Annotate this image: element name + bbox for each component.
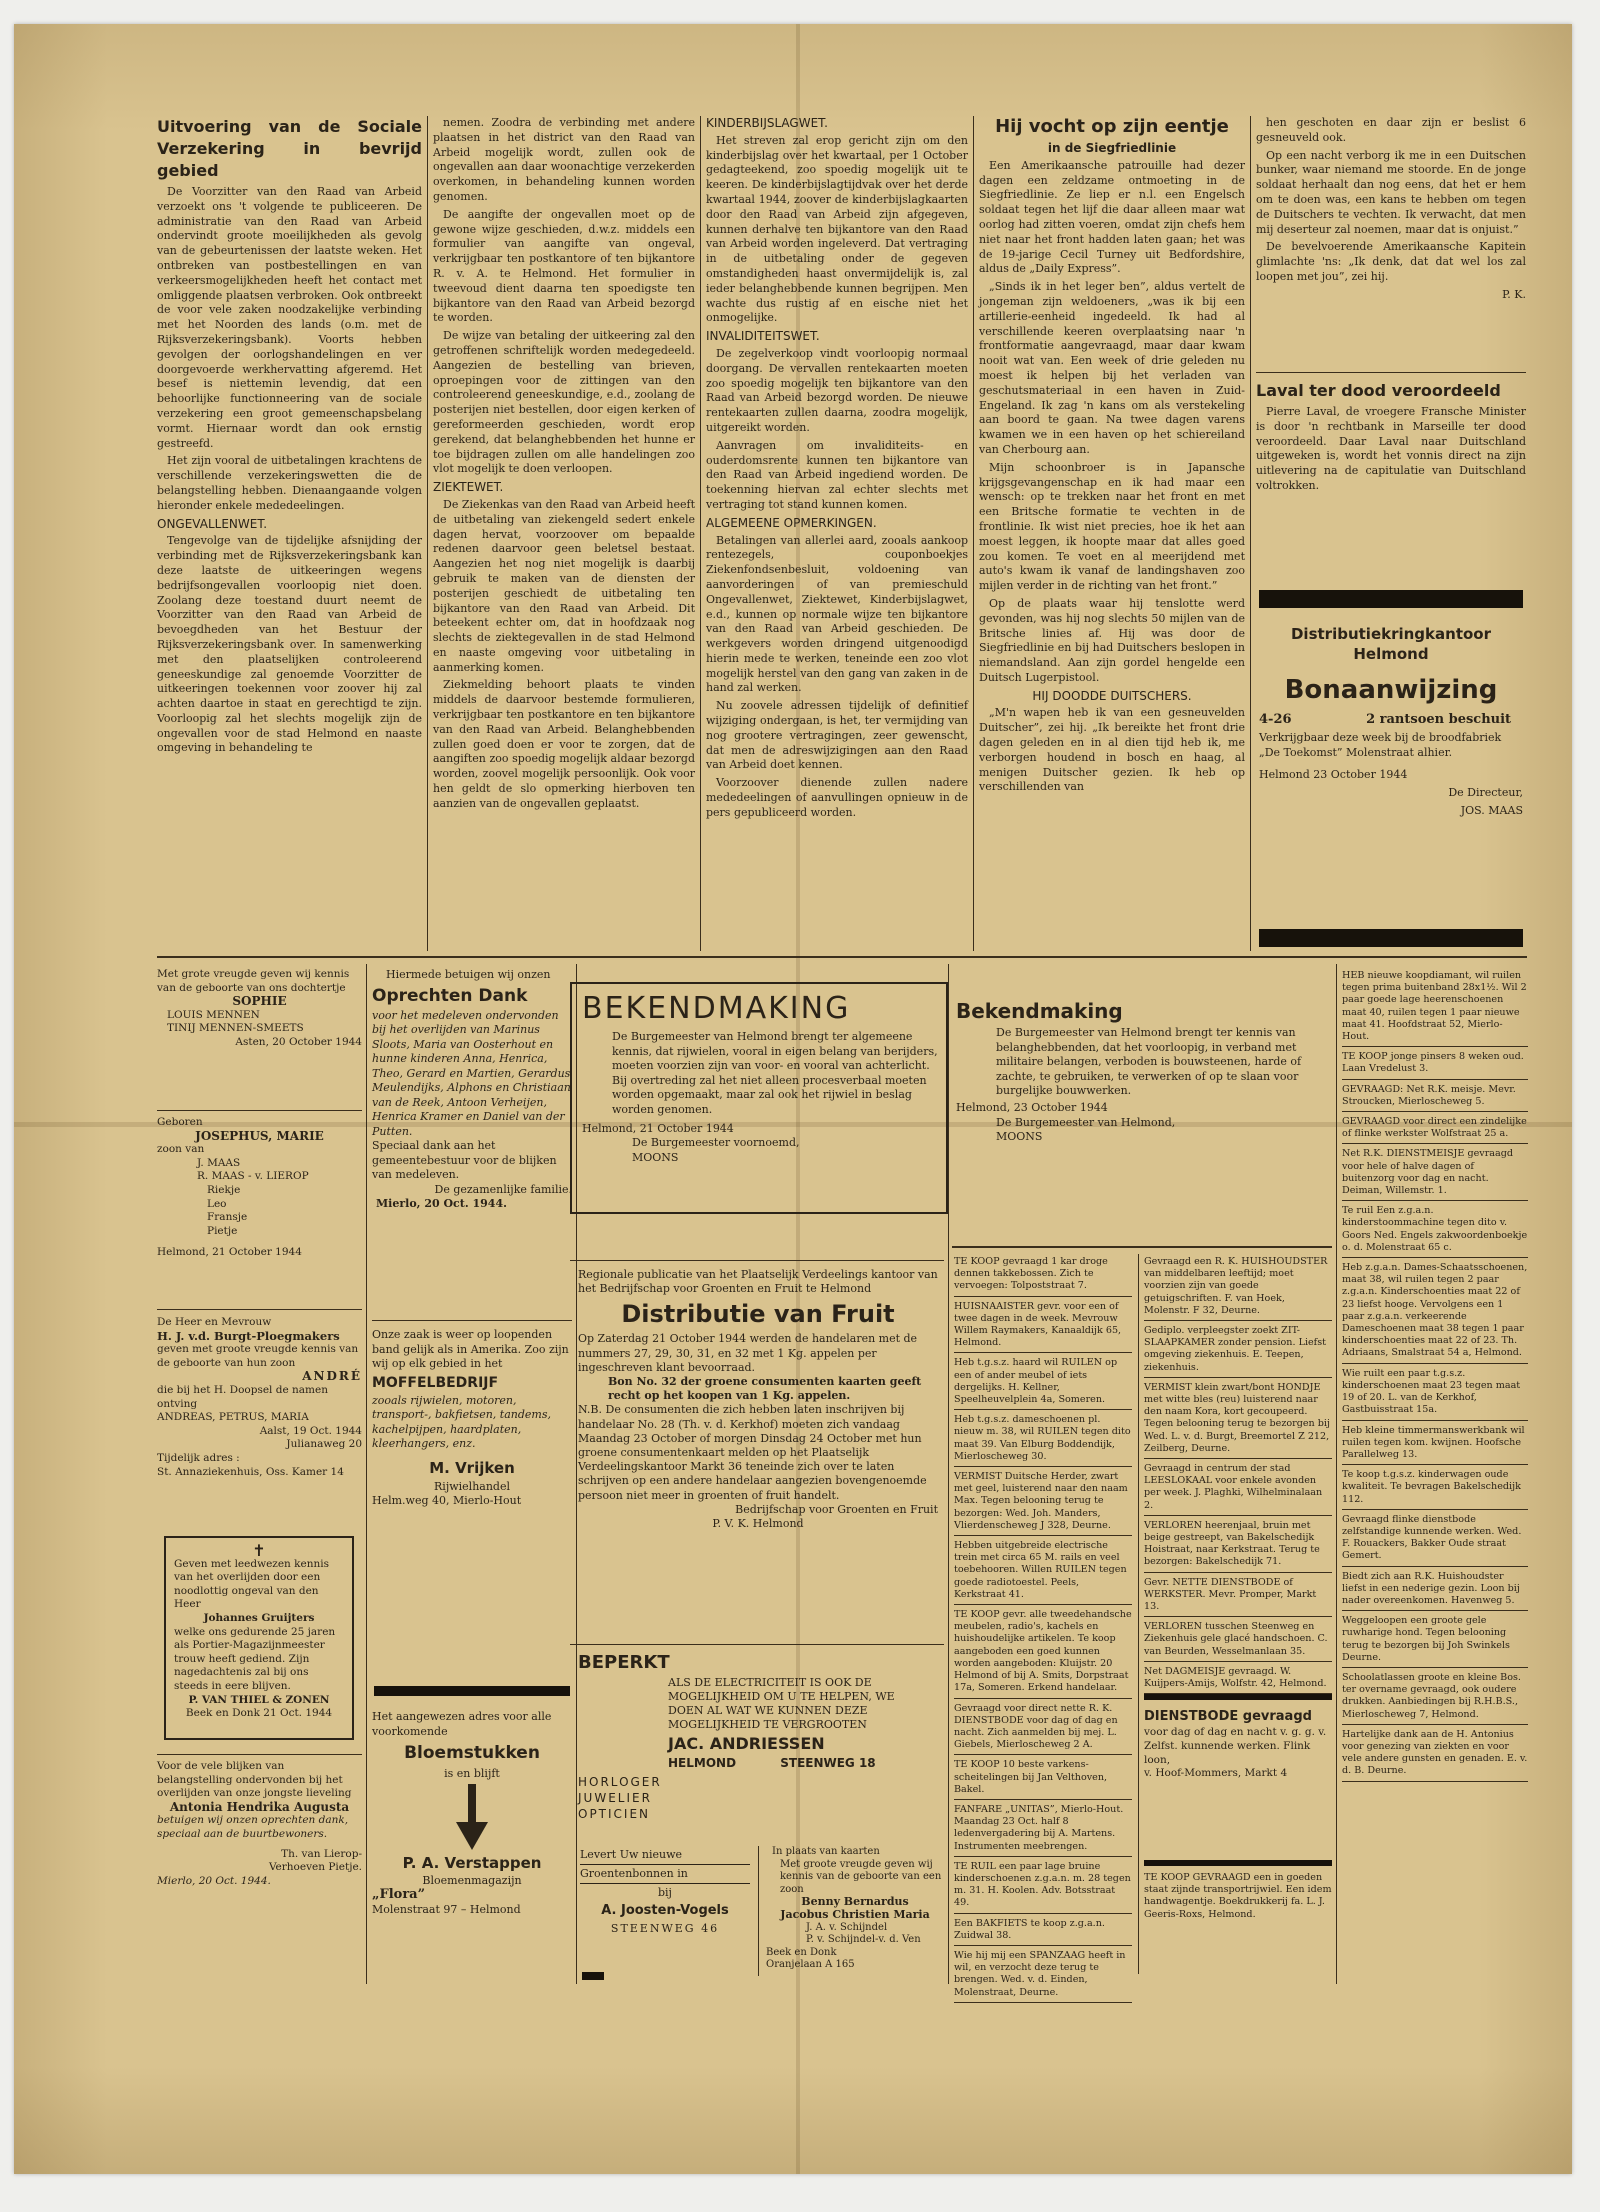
section-heading: INVALIDITEITSWET. xyxy=(706,329,820,344)
classified-ad: TE KOOP jonge pinsers 8 weken oud. Laan Vredelust 3. xyxy=(1342,1049,1528,1079)
ad-title: Distributie van Fruit xyxy=(621,1300,895,1329)
article-laval xyxy=(1256,380,1526,570)
ad-address: v. Hoof-Mommers, Markt 4 xyxy=(1144,1767,1288,1780)
section-divider xyxy=(157,956,1527,958)
article-title: Hij vocht op zijn eentje xyxy=(995,116,1229,137)
section-heading: KINDERBIJSLAGWET. xyxy=(706,116,828,130)
ad-firm: JAC. ANDRIESSEN xyxy=(668,1734,825,1753)
ad-line: bij xyxy=(658,1886,672,1899)
ad-title: Bloemstukken xyxy=(404,1743,540,1763)
classified-ad: Gevraagd in centrum der stad LEESLOKAAL voor enkele avonden per week. J. Plaghki, Wilhelminalaan 2. xyxy=(1144,1461,1332,1516)
ad-address xyxy=(578,1756,938,1770)
notice-place: Helmond, 21 October 1944 xyxy=(157,1246,302,1259)
divider xyxy=(372,1320,572,1321)
ad-title: Distributiekringkantoor Helmond xyxy=(1290,625,1492,663)
ad-firm: P. A. Verstappen xyxy=(402,1853,542,1872)
article-sociale-verzekering xyxy=(157,116,422,951)
notice-sign: Th. van Lierop- xyxy=(281,1847,362,1860)
black-bar xyxy=(1259,590,1523,608)
ad-highlight: Bon No. 32 der groene consumenten kaarten geeft recht op het koopen van 1 Kg. appelen. xyxy=(608,1375,922,1403)
classified-ad: Net R.K. DIENSTMEISJE gevraagd voor hele of halve dagen of buitenzorg voor dag en nacht. Deiman, Willemstr. 1. xyxy=(1342,1146,1528,1201)
notice-text: Met grote vreugde geven wij kennis van de geboorte van ons dochtertje xyxy=(157,968,350,994)
classified-ad: VERMIST Duitsche Herder, zwart met geel, luisterend naar den naam Max. Tegen belooning terug te bezorgen: Wed. Joh. Manders, Vlierdenscheweg J 328, Deurne. xyxy=(954,1469,1132,1536)
classified-ad: Gevraagd een R. K. HUISHOUDSTER van middelbaren leeftijd; moet voorzien zijn van goede getuigschriften. F. van Hoek, Molenstr. F 32, Deurne. xyxy=(1144,1254,1332,1321)
notice-parent: R. MAAS - v. LIEROP xyxy=(197,1170,309,1183)
ad-title: BEPERKT xyxy=(578,1652,670,1673)
ad-date: Helmond 23 October 1944 xyxy=(1259,768,1408,782)
ad-text: N.B. De consumenten die zich hebben laten inschrijven bij handelaar No. 28 (Th. v. d. Kerkhof) moeten zich vandaag Maandag 23 October of morgen Dinsdag 24 October met hun groene consumentenkaart melden op het Plaatselijk Verdeelingskantoor Markt 36 teneinde zich over te laten schrijven op een andere handelaar aangezien bovengenoemde persoon niet meer in groenten of fruit handelt. xyxy=(578,1403,927,1502)
newspaper-page xyxy=(14,24,1572,2174)
section-heading: ZIEKTEWET. xyxy=(433,480,504,495)
birth-notice-andre xyxy=(157,1316,362,1511)
notice-place: Helmond, 23 October 1944 xyxy=(956,1100,1108,1114)
classified-column-c xyxy=(1342,968,1528,1978)
ad-city: HELMOND xyxy=(668,1756,737,1770)
column-rule xyxy=(948,964,949,1984)
ad-line: Levert Uw nieuwe xyxy=(580,1846,750,1865)
signature: P. K. xyxy=(1502,287,1526,301)
notice-text: geven met groote vreugde kennis van de geboorte van hun zoon xyxy=(157,1343,359,1369)
classified-ad: HUISNAAISTER gevr. voor een of twee dagen in de week. Mevrouw Willem Raymakers, Kanaaldijk 65, Helmond. xyxy=(954,1299,1132,1354)
thanks-notice-oprechten xyxy=(372,968,572,1313)
notice-place: Asten, 20 October 1944 xyxy=(235,1035,362,1048)
notice-text: De Burgemeester van Helmond brengt ter algemeene kennis, dat rijwielen, vooral in eigen belang van berijders, moeten voorzien zijn van voor- en vooral van achterlicht. xyxy=(612,1030,938,1073)
notice-parent: P. v. Schijndel-v. d. Ven xyxy=(806,1934,921,1946)
column-rule xyxy=(1336,964,1337,1984)
notice-text: Voor de vele blijken van belangstelling ondervonden bij het overlijden van onze jongste lieveling xyxy=(157,1760,352,1800)
classified-ad: Te ruil Een z.g.a.n. kinderstoommachine tegen dito v. Goors Ned. Engels zakwoordenboekje o. d. Molenstraat 65 c. xyxy=(1342,1203,1528,1258)
notice-title: Bekendmaking xyxy=(956,999,1123,1023)
classified-ad: VERMIST klein zwart/bont HONDJE met witte bles (reu) luisterend naar den naam Kora, kort gecoupeerd. Tegen belooning terug te bezorgen bij Wed. L. v. d. Burgt, Breemortel Z 212, Zeilberg, Deurne. xyxy=(1144,1380,1332,1459)
black-bar xyxy=(1144,1694,1332,1700)
notice-parent: J. A. v. Schijndel xyxy=(806,1921,888,1933)
notice-title: BEKENDMAKING xyxy=(582,991,851,1026)
paragraph: De Voorzitter van den Raad van Arbeid verzoekt ons 't volgende te publiceeren. De administratie van den Raad van Arbeid ondervindt groote moeilijkheden als gevolg van de gebeurtenissen der laatste weken. Het ontbreken van postbestellingen en van verkeersmogelijkheden heeft het contact met omliggende plaatsen verbroken. Ook ontbreekt de voor vele zaken noodzakelijke verbinding met het Noorden des lands (o.m. met de Rijksverzekeringsbank). Voorts hebben gevolgen der oorlogshandelingen en ver doorgevoerde werkhervatting afgeremd. Het besef is niettemin levendig, dat een behoorlijke functionneering van de sociale verzekering een groot gemeenschapsbelang vormt. Hiernaar wordt dan ook ernstig gestreefd. xyxy=(157,185,422,450)
notice-sibling: Fransje xyxy=(207,1211,248,1224)
notice-place: Helmond, 21 October 1944 xyxy=(582,1121,734,1135)
notice-name: Benny Bernardus xyxy=(801,1895,909,1909)
notice-text: De Burgemeester van Helmond brengt ter kennis van belanghebbenden, dat het voorloopig, in verband met militaire belangen, verboden is bouwsteenen, harde of zachte, te gebruiken, te verwerken of op te slaan voor burgelijke bouwwerken. xyxy=(996,1026,1302,1098)
paragraph: De wijze van betaling der uitkeering zal den getroffenen schriftelijk worden medegedeeld. Aangezien de bestelling van brieven, oproepingen voor de zittingen van den controleerend geneeskundige, e.d., zoolang de posterijen niet bestellen, door eigen kerken of gereformeerden geschieden, wordt erop gerekend, dat belanghebbenden het hunne er toe bijdragen zullen om alle handelingen zoo vlot mogelijk te doen verloopen. xyxy=(433,329,695,476)
classified-ad: Gevraagd voor direct nette R. K. DIENSTBODE voor dag of dag en nacht. Zich aanmelden bij mej. L. Giebels, Mierloscheweg 2 A. xyxy=(954,1701,1132,1756)
bekendmaking-rijwielen xyxy=(582,988,938,1208)
ad-groentenbonnen xyxy=(580,1846,750,1966)
classified-column-a xyxy=(954,1254,1132,1998)
notice-firm: P. VAN THIEL & ZONEN xyxy=(188,1693,330,1706)
notice-place: Oranjelaan A 165 xyxy=(766,1959,855,1971)
classified-ad: Net DAGMEISJE gevraagd. W. Kuijpers-Amijs, Wolfstr. 42, Helmond. xyxy=(1144,1664,1332,1694)
notice-sign: MOONS xyxy=(996,1130,1043,1144)
ad-text: Verkrijgbaar deze week bij de broodfabriek „De Toekomst” Molenstraat alhier. xyxy=(1259,730,1502,759)
classified-ad: GEVRAAGD: Net R.K. meisje. Mevr. Stroucken, Mierloscheweg 5. xyxy=(1342,1082,1528,1112)
paragraph: Op een nacht verborg ik me in een Duitschen bunker, waar niemand me stoorde. En de jonge soldaat herhaalt dan nog eens, dat het er hem om te doen was, een kans te hebben om tegen de Duitschers te vechten. Ik verwacht, dat men mij deserteur zal noemen, maar dat is onjuist.” xyxy=(1256,148,1526,236)
notice-name: Antonia Hendrika Augusta xyxy=(169,1799,350,1814)
classified-koop-gevraagd xyxy=(1144,1872,1332,1974)
notice-text: Speciaal dank aan het gemeentebestuur voor de blijken van medeleven. xyxy=(372,1139,557,1181)
ad-moffelbedrijf xyxy=(372,1328,572,1578)
notice-street: Julianaweg 20 xyxy=(286,1438,362,1451)
notice-sign: Verhoeven Pietje. xyxy=(268,1861,362,1874)
paragraph: De bevelvoerende Amerikaansche Kapitein glimlachte 'ns: „Ik denk, dat dat wel los zal loopen met jou”, zei hij. xyxy=(1256,240,1526,283)
ad-trade: HORLOGER JUWELIER OPTICIEN xyxy=(578,1775,662,1821)
divider xyxy=(952,1246,1332,1248)
classified-ad: Heb t.g.s.z. dameschoenen pl. nieuw m. 38, wil RUILEN tegen dito maat 39. Van Elburg Boddendijk, Mierloscheweg 30. xyxy=(954,1412,1132,1467)
notice-sibling: Pietje xyxy=(207,1224,238,1237)
paragraph: Mijn schoonbroer is in Japansche krijgsgevangenschap en ik had maar een wensch: op te trekken naar het front en met een Britsche formatie te vechten in de frontlinie. Ik wist niet precies, hoe ik het aan moest leggen, ik hoopte maar dat alles goed zou komen. Te voet en al meerijdend met auto's kwam ik vanaf de landingshaven zoo mijlen verder in de richting van het front.” xyxy=(979,460,1245,593)
paragraph: „Sinds ik in het leger ben”, aldus vertelt de jongeman zijn weldoeners, „was ik bij een artillerie-eenheid ingedeeld. Ik had al verschillende keeren overplaatsing naar 'n frontformatie aangevraagd, maar daar kwam nooit wat van. Een week of drie geleden nu moest ik helpen bij het verladen van geschutsmateriaal in een haven in Zuid-Engeland. Ik zag 'n kans om als verstekeling aan boord te gaan. Na twee dagen varens kwamen we in een haven op het schiereiland van Cherbourg aan. xyxy=(979,280,1245,456)
ad-text: is en blijft xyxy=(444,1767,500,1780)
ad-sign: P. V. K. Helmond xyxy=(712,1517,804,1531)
ad-intro: Regionale publicatie van het Plaatselijk Verdeelings kantoor van het Bedrijfschap voor Groenten en Fruit te Helmond xyxy=(578,1268,938,1296)
classified-ad: Gevraagd flinke dienstbode zelfstandige kunnende werken. Wed. F. Rouackers, Bakker Oude straat Gemert. xyxy=(1342,1512,1528,1567)
classified-ad: Heb kleine timmermanswerkbank wil ruilen tegen kom. kwijnen. Hoofsche Parallelweg 13. xyxy=(1342,1423,1528,1466)
notice-text: betuigen wij onzen oprechten dank, speciaal aan de buurtbewoners. xyxy=(157,1814,349,1840)
notice-text: zoon van xyxy=(157,1143,205,1156)
notice-address: St. Annaziekenhuis, Oss. Kamer 14 xyxy=(157,1465,344,1478)
paragraph: hen geschoten en daar zijn er beslist 6 gesneuveld ook. xyxy=(1256,116,1526,144)
classified-ad: Een BAKFIETS te koop z.g.a.n. Zuidwal 38. xyxy=(954,1916,1132,1946)
classified-ad: GEVRAAGD voor direct een zindelijke of flinke werkster Wolfstraat 25 a. xyxy=(1342,1114,1528,1144)
notice-parent: TINIJ MENNEN-SMEETS xyxy=(167,1022,304,1035)
notice-text: die bij het H. Doopsel de namen ontving xyxy=(157,1383,328,1410)
notice-text: Bij overtreding zal het niet alleen procesverbaal moeten worden opgemaakt, maar zal ook het rijwiel in beslag worden genomen. xyxy=(612,1073,927,1116)
notice-name: JOSEPHUS, MARIE xyxy=(195,1128,324,1143)
ad-street: STEENWEG 46 xyxy=(610,1922,720,1935)
notice-sibling: Riekje xyxy=(207,1183,241,1196)
paragraph: Betalingen van allerlei aard, zooals aankoop rentezegels, couponboekjes Ziekenfondsenbesluit, voldoening van aanvorderingen of van premieschuld Ongevallenwet, Ziektewet, Kinderbijslagwet, e.d., kunnen op normale wijze ten bijkantore van den Raad van Arbeid geschieden. De werkgevers worden dringend uitgenoodigd hierin mede te werken, teneinde een zoo vlot mogelijk herstel van den gang van zaken in de hand zal werken. xyxy=(706,533,968,695)
ad-items: zooals rijwielen, motoren, transport-, bakfietsen, tandems, kachelpijpen, haardplaten, kleerhangers, enz. xyxy=(372,1393,551,1450)
paragraph: Het zijn vooral de uitbetalingen krachtens de verschillende verzekeringswetten die de belangstelling hebben. Dienaangaande volgen hieronder enkele mededeelingen. xyxy=(157,454,422,512)
notice-sign: MOONS xyxy=(632,1150,679,1164)
article-title: Uitvoering van de Sociale Verzekering in bevrijd gebied xyxy=(157,117,422,180)
section-heading: HIJ DOODDE DUITSCHERS. xyxy=(1032,688,1192,703)
paragraph: Het streven zal erop gericht zijn om den kinderbijslag over het kwartaal, per 1 October gedagteekend, zoo spoedig mogelijk uit te keeren. De kinderbijslagtijdvak over het derde kwartaal 1944, zoover de kinderbijslagkaarten door den Raad van Arbeid zijn afgegeven, kunnen derhalve ten bijkantore van den Raad van Arbeid worden ingeleverd. Dat vertraging in de uitbetaling onder de gegeven omstandigheden haast onvermijdelijk is, zal ieder belanghebbende kunnen begrijpen. Men wachte dus rustig af en eische niet het onmogelijke. xyxy=(706,133,968,325)
ad-text: Op Zaterdag 21 October 1944 werden de handelaren met de nummers 27, 29, 30, 31, en 32 met 1 Kg. appelen per ingeschreven klant bevoorraad. xyxy=(578,1332,918,1374)
classified-ad: Hartelijke dank aan de H. Antonius voor genezing van ziekten en voor vele andere gunsten en genaden. E. v. d. B. Deurne. xyxy=(1342,1727,1528,1782)
paragraph: Pierre Laval, de vroegere Fransche Minister is door 'n rechtbank in Marseille ter dood veroordeeld. Daar Laval naar Duitschland uitgeweken is, wordt het vonnis direct na zijn uitlevering na de capitulatie van Duitschland voltrokken. xyxy=(1256,405,1526,492)
classified-ad: Heb t.g.s.z. haard wil RUILEN op een of ander meubel of iets dergelijks. H. Kellner, Speelheuvelplein 4a, Someren. xyxy=(954,1355,1132,1410)
black-bar xyxy=(374,1686,570,1696)
notice-date: Aalst, 19 Oct. 1944 xyxy=(259,1424,362,1437)
ad-address: Molenstraat 97 – Helmond xyxy=(372,1902,521,1916)
death-notice-gruijters xyxy=(174,1541,344,1734)
ad-firm: A. Joosten-Vogels xyxy=(601,1903,729,1918)
classified-ad: HEB nieuwe koopdiamant, wil ruilen tegen prima buitenband 28x1½. Wil 2 paar goede lage heerenschoenen maat 40, ruilen tegen 1 paar nieuwe maat 41. Hoofdstraat 52, Mierlo-Hout. xyxy=(1342,968,1528,1047)
classified-ad: TE KOOP gevraagd 1 kar droge dennen takkebossen. Zich te vervoegen: Tolpoststraat 7. xyxy=(954,1254,1132,1297)
notice-names: ANDREAS, PETRUS, MARIA xyxy=(157,1411,309,1424)
column-rule xyxy=(758,1846,759,1976)
classified-ad: Gevr. NETTE DIENSTBODE of WERKSTER. Mevr. Promper, Markt 13. xyxy=(1144,1575,1332,1618)
notice-place: Mierlo, 20 Oct. 1944. xyxy=(157,1874,271,1887)
paragraph: nemen. Zoodra de verbinding met andere plaatsen in het district van den Raad van Arbeid mogelijk wordt, zullen ook de ongevallen aan daar woonachtige verzekerden overkomen, in behandeling kunnen worden genomen. xyxy=(433,116,695,203)
column-rule xyxy=(427,116,428,951)
ad-text: ALS DE ELECTRICITEIT IS OOK DE MOGELIJKHEID OM U TE HELPEN, WE DOEN AL WAT WE KUNNEN DEZE MOGELIJKHEID TE VERGROOTEN xyxy=(668,1676,895,1731)
ad-text: Onze zaak is weer op loopenden band gelijk als in Amerika. Zoo zijn wij op elk gebied in het xyxy=(372,1328,569,1370)
classified-ad: Wie ruilt een paar t.g.s.z. kinderschoenen maat 23 tegen maat 19 of 20. L. van de Kerkhof, Gastbuisstraat 15a. xyxy=(1342,1366,1528,1421)
article-title: Laval ter dood veroordeeld xyxy=(1256,381,1501,400)
article-hij-vocht xyxy=(979,116,1245,951)
divider xyxy=(157,1110,362,1111)
black-bar xyxy=(1144,1860,1332,1866)
paragraph: Aanvragen om invaliditeits- en ouderdomsrente kunnen ten bijkantore van den Raad van Arbeid ingediend worden. De toekenning hiervan zal echter slechts met vertraging tot stand kunnen komen. xyxy=(706,438,968,511)
divider xyxy=(570,1644,944,1645)
birth-notice-josephus xyxy=(157,1116,362,1296)
paragraph: De aangifte der ongevallen moet op de gewone wijze geschieden, d.w.z. middels een formulier van aangifte van ongeval, verkrijgbaar ten postkantore of ten bijkantore R. v. A. te Helmond. Het formulier in tweevoud dient daarna ten spoedigste ten bijkantore van den Raad van Arbeid bezorgd te worden. xyxy=(433,207,695,325)
notice-place: Mierlo, 20 Oct. 1944. xyxy=(376,1197,507,1210)
notice-place: Beek en Donk xyxy=(766,1946,837,1958)
notice-text: welke ons gedurende 25 jaren als Portier-Magazijnmeester trouw heeft gediend. Zijn nagedachtenis zal bij ons steeds in eere blijven. xyxy=(174,1625,336,1692)
notice-title: Oprechten Dank xyxy=(372,985,528,1006)
notice-sign: De Burgemeester voornoemd, xyxy=(632,1136,800,1150)
birth-notice-benny xyxy=(766,1846,944,1976)
section-heading: ONGEVALLENWET. xyxy=(157,516,268,531)
notice-text: Met groote vreugde geven wij kennis van de geboorte van een zoon xyxy=(780,1858,942,1895)
ad-bonaanwijzing xyxy=(1259,624,1523,924)
article-kinderbijslag xyxy=(706,116,968,951)
classified-ad: TE KOOP gevr. alle tweedehandsche meubelen, radio's, kachels en huishoudelijke artikelen. Te koop aangeboden een goed kunnen worden aangeboden: Kluijstr. 20 Helmond of bij A. Smits, Dorpstraat 17a, Someren. Erkend handelaar. xyxy=(954,1607,1132,1698)
article-subtitle: in de Siegfriedlinie xyxy=(1047,141,1177,155)
ad-text: voor dag of dag en nacht v. g. g. v. Zelfst. kunnende werken. Flink loon, xyxy=(1144,1726,1327,1766)
classified-ad: Biedt zich aan R.K. Huishoudster liefst in een nederige gezin. Loon bij nader overeenkomen. Havenweg 5. xyxy=(1342,1569,1528,1612)
arrow-down-icon xyxy=(372,1782,572,1852)
ad-item: 2 rantsoen beschuit xyxy=(1366,712,1512,727)
column-rule xyxy=(1138,1254,1139,1974)
ad-dienstbode xyxy=(1144,1708,1332,1858)
notice-name: ANDRÉ xyxy=(302,1369,362,1384)
classified-ad: Te koop t.g.s.z. kinderwagen oude kwaliteit. Te bevragen Bakelschedijk 112. xyxy=(1342,1467,1528,1510)
classified-ad: Weggeloopen een groote gele ruwharige hond. Tegen belooning terug te bezorgen bij Joh Swinkels Deurne. xyxy=(1342,1613,1528,1668)
section-heading: ALGEMEENE OPMERKINGEN. xyxy=(706,515,877,530)
classified-ad: TE RUIL een paar lage bruine kinderschoenen z.g.a.n. m. 28 tegen m. 31. H. Koolen. Adv. Botsstraat 49. xyxy=(954,1859,1132,1914)
classified-text: TE KOOP GEVRAAGD een in goeden staat zijnde transportrijwiel. Een idem handwagentje. Boekdrukkerij fa. L. J. Geeris-Roxs, Helmond. xyxy=(1144,1872,1332,1920)
paragraph: Ziekmelding behoort plaats te vinden middels de daarvoor bestemde formulieren, verkrijgbaar ten postkantore en ten bijkantore van den Raad van Arbeid. Belanghebbenden zullen goed doen er voor te zorgen, dat de aangiften zoo spoedig mogelijk aldaar bezorgd worden, zoovel mogelijk persoonlijk. Ook voor hen geldt de slo opmerking hierboven ten aanzien van de ongevallen geplaatst. xyxy=(433,678,695,810)
ad-shop-name: „Flora” xyxy=(372,1887,426,1902)
notice-intro: In plaats van kaarten xyxy=(772,1846,880,1857)
notice-text: Geven met leedwezen kennis van het overlijden door een noodlottig ongeval van den Heer xyxy=(174,1557,329,1611)
ad-title: MOFFELBEDRIJF xyxy=(372,1374,499,1391)
ad-code: 4-26 xyxy=(1259,712,1292,727)
classified-ad: VERLOREN tusschen Steenweg en Ziekenhuis gele glacé handschoen. C. van Beurden, Wesselmanlaan 35. xyxy=(1144,1619,1332,1662)
notice-parent: LOUIS MENNEN xyxy=(167,1008,260,1021)
column-rule xyxy=(973,116,974,951)
black-bar xyxy=(582,1972,604,1980)
ad-firm-type: Rijwielhandel xyxy=(434,1479,510,1493)
notice-address-label: Tijdelijk adres : xyxy=(157,1451,240,1464)
divider xyxy=(157,1309,362,1310)
notice-place: Beek en Donk 21 Oct. 1944 xyxy=(185,1707,333,1720)
ad-headline: Bonaanwijzing xyxy=(1284,675,1498,705)
paragraph: De zegelverkoop vindt voorloopig normaal doorgang. De vervallen rentekaarten moeten zoo spoedig mogelijk ten bijkantore van den Raad van Arbeid bezorgd worden. De nieuwe rentekaarten zullen daarna, zoodra mogelijk, uitgereikt worden. xyxy=(706,346,968,434)
paragraph: Nu zoovele adressen tijdelijk of definitief wijziging ondergaan, is het, ter vermijding van nog grootere vertragingen, zeer gewenscht, dat men de adreswijzigingen aan den Raad van Arbeid doet kennen. xyxy=(706,699,968,772)
paragraph: De Ziekenkas van den Raad van Arbeid heeft de uitbetaling van ziekengeld sedert enkele dagen hervat, voorzoover om bepaalde redenen daarvoor geen beletsel bestaat. Aangezien het nog niet mogelijk is daarbij gebruik te maken van de diensten der posterijen geschiedt de uitbetaling ten bijkantore van den Raad van Arbeid. Dit beteekent echter om, dat in hoofdzaak nog slechts de ziektegevallen in de stad Helmond en naaste omgeving voor uitbetaling in aanmerking komen. xyxy=(433,497,695,674)
paragraph: „M'n wapen heb ik van een gesneuvelden Duitscher”, zei hij. „Ik bereikte het front drie dagen geleden en in al dien tijd heb ik, me verborgen houdend in bosch en haag, al menigen Duitscher gezien. Ik heb op verschillenden van xyxy=(979,706,1245,794)
ad-line: Groentenbonnen in xyxy=(580,1865,750,1884)
birth-notice-sophie xyxy=(157,968,362,1078)
notice-intro: De Heer en Mevrouw xyxy=(157,1316,272,1328)
classified-ad: Heb z.g.a.n. Dames-Schaatsschoenen, maat 38, wil ruilen tegen 2 paar z.g.a.n. Kinderschoenties maat 22 of 23 liefst hooge. Vervolgens een 1 paar z.g.a.n. verkeerende Dameschoenen maat 38 tegen 1 paar kinderschoenties maat 22 of 23. Th. Adriaans, Smalstraat 54 a, Helmond. xyxy=(1342,1260,1528,1364)
column-rule xyxy=(700,116,701,951)
divider xyxy=(157,1754,362,1755)
classified-ad: VERLOREN heerenjaal, bruin met beige gestreept, van Bakelschedijk Hoistraat, naar Kerkstraat. Terug te bezorgen: Bakelschedijk 71. xyxy=(1144,1518,1332,1573)
ad-flora xyxy=(372,1710,572,1975)
classified-ad: Hebben uitgebreide electrische trein met circa 65 M. rails en veel toebehooren. Willen RUILEN tegen goede radiotoestel. Peels, Kerkstraat 41. xyxy=(954,1538,1132,1605)
notice-sign: De Burgemeester van Helmond, xyxy=(996,1115,1176,1129)
paragraph: Voorzoover dienende zullen nadere mededeelingen of aanvullingen opnieuw in de pers gepubliceerd worden. xyxy=(706,776,968,819)
article-continued xyxy=(433,116,695,951)
ad-firm-type: Bloemenmagazijn xyxy=(422,1873,522,1887)
classified-ad: FANFARE „UNITAS”, Mierlo-Hout. Maandag 23 Oct. half 8 ledenvergadering bij A. Martens. Instrumenten meebrengen. xyxy=(954,1802,1132,1857)
black-bar xyxy=(1259,929,1523,947)
ad-distributie-fruit xyxy=(578,1268,938,1643)
classified-ad: Schoolatlassen groote en kleine Bos. ter overname gevraagd, ook oudere drukken. Aanbiedingen bij R.H.B.S., Mierloscheweg 7, Helmond. xyxy=(1342,1670,1528,1725)
paragraph: Op de plaats waar hij tenslotte werd gevonden, was hij nog slechts 50 mijlen van de Britsche linies af. Hij was door de Siegfriedlinie en bij had Duitschers beslopen in niemandsland. Aan zijn gordel hengelde een Duitsch Lugerpistool. xyxy=(979,596,1245,684)
ad-sign: Bedrijfschap voor Groenten en Fruit xyxy=(735,1502,938,1516)
notice-sibling: Leo xyxy=(207,1197,227,1210)
notice-name: SOPHIE xyxy=(232,994,287,1009)
column-rule xyxy=(1250,116,1251,951)
paragraph: Een Amerikaansche patrouille had dezer dagen een zeldzame ontmoeting in de Siegfriedlinie. Ze liep er n.l. een Engelsch soldaat tegen het lijf die daar alleen maar wat oorlog had zitten voeren, omdat zijn chefs hem niet naar het front hadden laten gaan; het was de 19-jarige Cecil Turney uit Bedfordshire, aldus de „Daily Express”. xyxy=(979,158,1245,276)
notice-text: Geboren xyxy=(157,1116,203,1128)
paragraph: Tengevolge van de tijdelijke afsnijding der verbinding met de Rijksverzekeringsbank kan deze laatste de uitkeeringen wegens bedrijfsongevallen voorloopig niet doen. Zoolang deze toestand duurt neemt de Voorzitter van den Raad van Arbeid de bevoegdheden van het Bestuur der Rijksverzekeringsbank over. In samenwerking met den plaatselijken controleerend geneeskundige zal genoemde Voorzitter de uitkeeringen toekennen voor zoover hij zal achten daartoe in staat en gerechtigd te zijn. Voorloopig zal het slechts mogelijk zijn de ongevallen voor de stad Helmond en naaste omgeving in behandeling te xyxy=(157,534,422,755)
notice-sign: De gezamenlijke familie. xyxy=(434,1182,572,1196)
notice-couple: H. J. v.d. Burgt-Ploegmakers xyxy=(157,1328,340,1343)
ad-street: STEENWEG 18 xyxy=(780,1756,876,1770)
ad-line xyxy=(1259,713,1523,728)
column-rule xyxy=(366,964,367,1984)
notice-intro: Hiermede betuigen wij onzen xyxy=(386,968,551,981)
divider xyxy=(570,1260,944,1261)
notice-name: Johannes Gruijters xyxy=(203,1611,315,1624)
ad-signature-2: JOS. MAAS xyxy=(1460,803,1523,817)
notice-parent: J. MAAS xyxy=(197,1156,241,1169)
ad-firm: M. Vrijken xyxy=(429,1458,515,1477)
cross-icon: ✝ xyxy=(252,1541,266,1560)
classified-ad: Wie hij mij een SPANZAAG heeft in wil, en verzocht deze terug te brengen. Wed. v. d. Einden, Molenstraat, Deurne. xyxy=(954,1948,1132,2003)
notice-text: voor het medeleven ondervonden bij het overlijden van Marinus Sloots, Maria van Oosterhout en hunne kinderen Anna, Henrica, Theo, Gerard en Martien, Gerardus Meulendijks, Alphons en Christiaan van de Reek, Antoon Verheijen, Henrica Kramer en Daniel van der Putten. xyxy=(372,1008,571,1138)
bekendmaking-bouwsteenen xyxy=(956,996,1336,1224)
classified-column-b xyxy=(1144,1254,1332,1734)
ad-title: DIENSTBODE gevraagd xyxy=(1144,1709,1312,1724)
ad-signature-1: De Directeur, xyxy=(1448,786,1523,800)
divider xyxy=(1256,372,1526,373)
article-continued-right xyxy=(1256,116,1526,416)
classified-ad: Gediplo. verpleegster zoekt ZIT-SLAAPKAMER zonder pension. Liefst omgeving ziekenhuis. E. Teepen, ziekenhuis. xyxy=(1144,1323,1332,1378)
thanks-notice-antonia xyxy=(157,1760,362,1980)
ad-address: Helm.weg 40, Mierlo-Hout xyxy=(372,1494,522,1507)
classified-ad: TE KOOP 10 beste varkens-scheitelingen bij Jan Velthoven, Bakel. xyxy=(954,1757,1132,1800)
notice-name: Jacobus Christien Maria xyxy=(780,1907,930,1921)
ad-text: Het aangewezen adres voor alle voorkomende xyxy=(372,1710,552,1738)
